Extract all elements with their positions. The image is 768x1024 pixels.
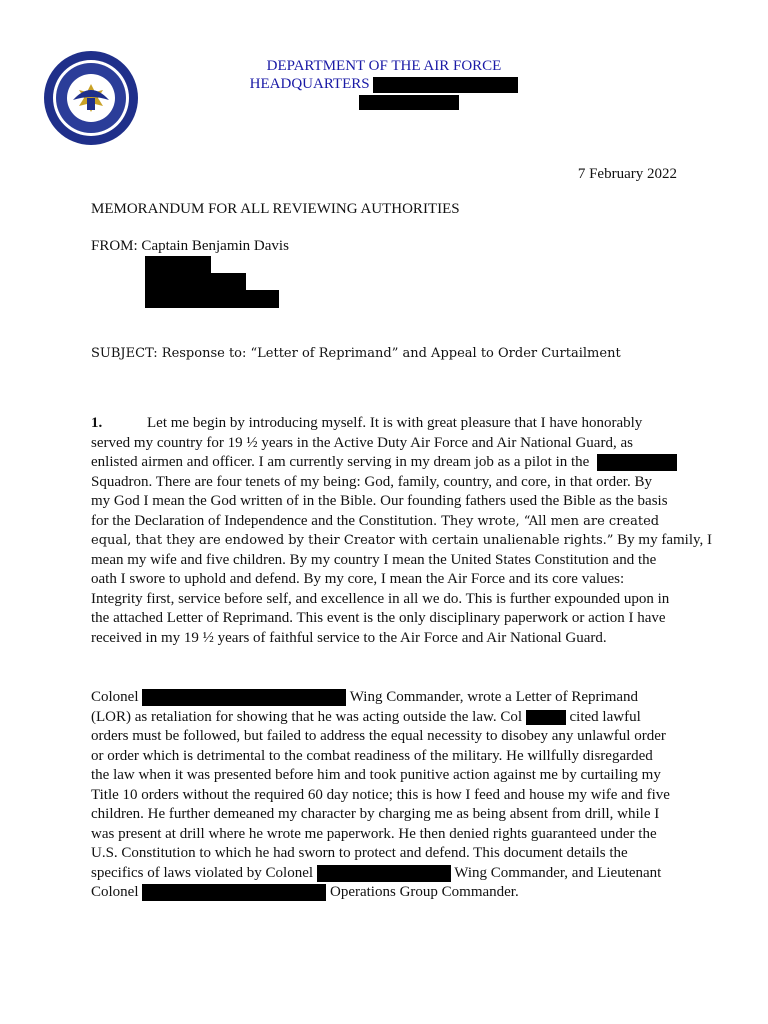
redaction-bar bbox=[359, 95, 459, 110]
memorandum-for: MEMORANDUM FOR ALL REVIEWING AUTHORITIES bbox=[91, 201, 460, 217]
redaction-bar bbox=[526, 710, 566, 725]
paragraph-2: Colonel Wing Commander, wrote a Letter of Reprimand (LOR) as retaliation for showing that he was acting outside the law. Col cited lawful orders must be followed, but failed to address the equal necessity to disobey any unlawful order or order which is detrimental to the combat readiness of the military. He willfully disregarded the law when it was presented before him and took punitive action against me by curtailing my Title 10 orders without the required 60 day notice; this is how I feed and house my wife and five children. He further demeaned my character by charging me as being absent from drill, while I was present at drill where he wrote me paperwork. He then denied rights guaranteed under the U.S. Constitution to which he had sworn to protect and defend. This document details the specifics of laws violated by Colonel Wing Commander, and Lieutenant Colonel Operations Group Commander. bbox=[91, 689, 670, 900]
redaction-bar bbox=[145, 273, 246, 290]
redaction-bar bbox=[142, 884, 326, 901]
letterhead-headquarters: HEADQUARTERS bbox=[249, 76, 370, 92]
letterhead-line-2 bbox=[0, 75, 768, 93]
redaction-bar bbox=[145, 256, 211, 273]
memo-subject: SUBJECT: Response to: “Letter of Reprimand” and Appeal to Order Curtailment bbox=[91, 346, 621, 361]
letterhead bbox=[0, 57, 768, 111]
redaction-bar bbox=[373, 77, 518, 93]
redaction-bar bbox=[145, 290, 279, 308]
redaction-bar bbox=[317, 865, 451, 882]
letterhead-line-1: DEPARTMENT OF THE AIR FORCE bbox=[266, 58, 502, 74]
paragraph-1: 1. Let me begin by introducing myself. It is with great pleasure that I have honorably served my country for 19 ½ years in the Active Duty Air Force and Air National Guard, as enlisted airmen and officer. I am currently serving in my dream job as a pilot in the Squadron. There are four tenets of my being: God, family, country, and core, in that order. By my God I mean the God written of in the Bible. Our founding fathers used the Bible as the basis for the Declaration of Independence and the Constitution. They wrote, “All men are created equal, that they are endowed by their Creator with certain unalienable rights.” By my family, I mean my wife and five children. By my country I mean the United States Constitution and the oath I swore to uphold and defend. By my core, I mean the Air Force and its core values: Integrity first, service before self, and excellence in all we do. This is further expounded upon in the attached Letter of Reprimand. This event is the only disciplinary paperwork or action I have received in my 19 ½ years of faithful service to the Air Force and Air National Guard. bbox=[91, 415, 713, 646]
memo-from: FROM: Captain Benjamin Davis bbox=[91, 238, 289, 254]
redaction-bar bbox=[597, 454, 677, 471]
letterhead-line-3 bbox=[0, 93, 768, 111]
redaction-bar bbox=[142, 689, 346, 706]
memo-date: 7 February 2022 bbox=[577, 166, 677, 182]
paragraph-number: 1. bbox=[91, 415, 103, 431]
